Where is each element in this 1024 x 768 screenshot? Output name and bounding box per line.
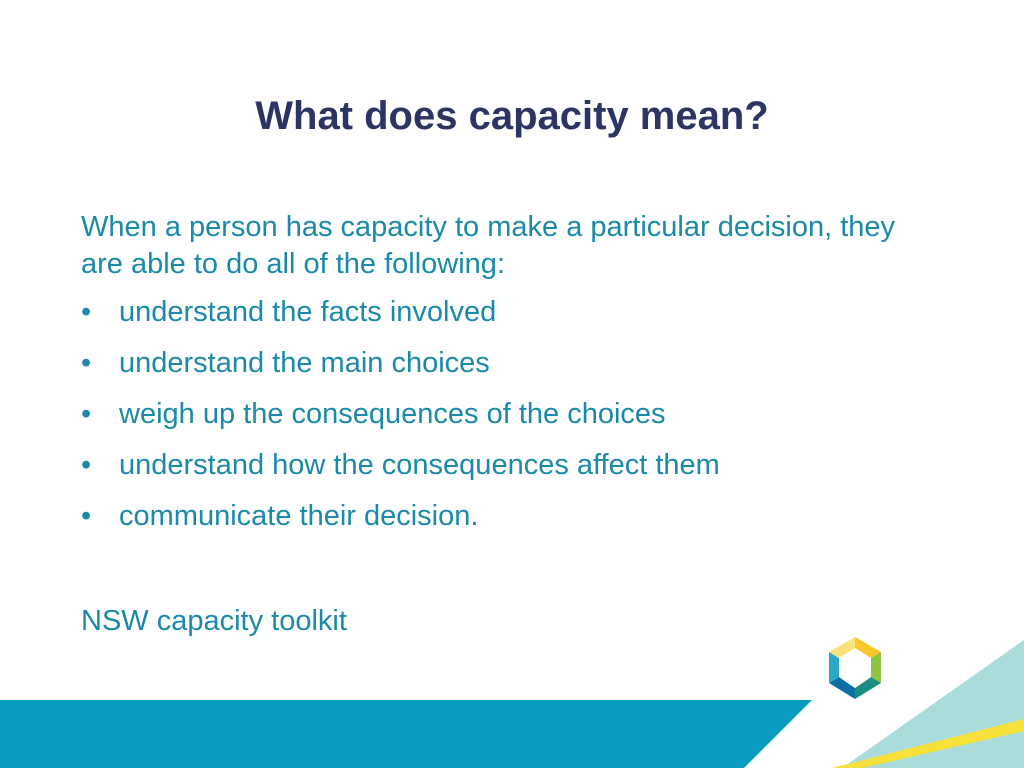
blue-band: [0, 700, 812, 768]
slide-body: [81, 209, 901, 549]
bullet-text: understand the facts involved: [119, 296, 497, 328]
bullet-marker: •: [81, 398, 92, 430]
bullet-item: [81, 345, 901, 382]
bullet-item: [81, 294, 901, 331]
hexagon-logo-icon: [826, 636, 884, 702]
bullet-text: understand how the consequences affect them: [119, 449, 720, 481]
slide-title: What does capacity mean?: [255, 94, 769, 138]
bullet-item: [81, 396, 901, 433]
bullet-marker: •: [81, 347, 92, 379]
source-text: NSW capacity toolkit: [81, 605, 347, 637]
bullet-item: [81, 498, 901, 535]
bullet-marker: •: [81, 296, 92, 328]
bullet-text: communicate their decision.: [119, 500, 479, 532]
bullet-text: weigh up the consequences of the choices: [119, 398, 666, 430]
bullet-marker: •: [81, 500, 92, 532]
bullet-item: [81, 447, 901, 484]
bullet-marker: •: [81, 449, 92, 481]
bullet-list: [81, 294, 901, 535]
intro-text: When a person has capacity to make a particular decision, they are able to do all of the following:: [81, 211, 896, 280]
bullet-text: understand the main choices: [119, 347, 490, 379]
